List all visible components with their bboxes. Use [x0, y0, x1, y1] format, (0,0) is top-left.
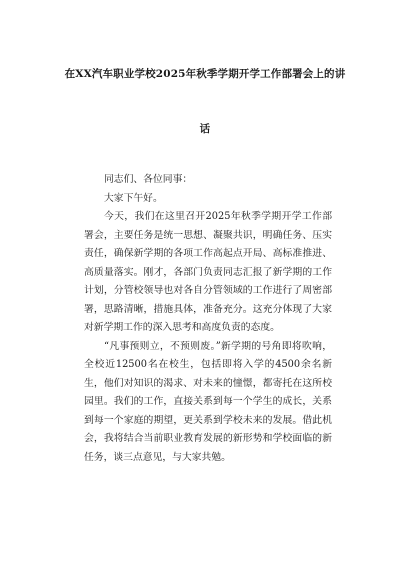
document-title-line-2: 话: [199, 123, 211, 135]
greeting: 大家下午好。: [104, 192, 163, 204]
paragraph: 今天，我们在这里召开2025年秋季学期开学工作部署会，主要任务是统一思想、凝聚共识，明确任务、压实责任，确保新学期的各项工作高起点开局、高标准推进、高质量落实。刚才，各部门负责同志汇报了新学期的工作计划，分管校领导也对各自分管领域的工作进行了周密部署，思路清晰，措施具体，准备充分。这充分体现了大家对新学期工作的深入思考和高度负责的态度。: [84, 211, 332, 333]
salutation: 同志们、各位同事：: [104, 174, 193, 185]
document-title-line-1: 在XX汽车职业学校2025年秋季学期开学工作部署会上的讲: [64, 68, 346, 80]
document-body: [84, 171, 332, 467]
paragraph: “凡事预则立，不预则废。”新学期的号角即将吹响，全校近12500名在校生，包括即将入学的4500余名新生，他们对知识的渴求、对未来的憧憬，都寄托在这所校园里。我们的工作，直接关系到每一个学生的成长，关系到每一个家庭的期望，更关系到学校未来的发展。借此机会，我将结合当前职业教育发展的新形势和学校面临的新任务，谈三点意见，与大家共勉。: [84, 340, 332, 463]
